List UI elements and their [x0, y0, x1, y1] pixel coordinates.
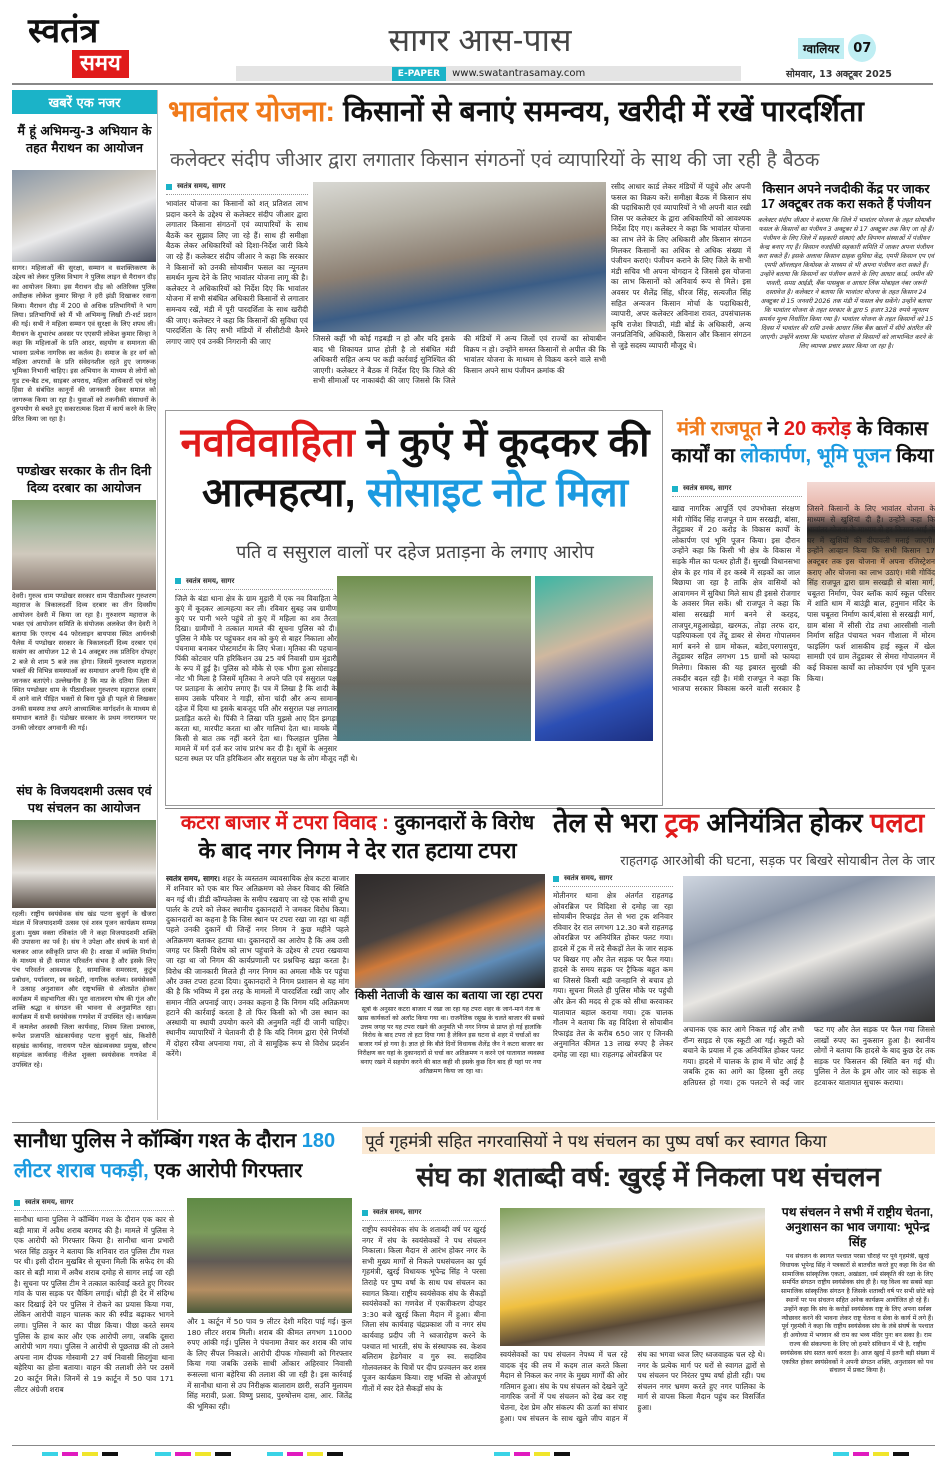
- bullet-icon: [362, 1210, 368, 1216]
- divider: [12, 1122, 935, 1123]
- path-sanchalan-photo: [500, 1208, 765, 1346]
- sangh-headline: संघ का शताब्दी वर्ष: खुरई में निकला पथ संचलन: [416, 1162, 881, 1192]
- pandokhar-photo: [12, 500, 156, 590]
- sanodha-body-2: और 1 कार्टून में 50 पाव 9 लीटर देशी मदिरा पाई गई। कुल 180 लीटर शराब मिली। शराब की कीमत लगभग 11000 रुपए आंकी गई। पुलिस ने पंचनामा तैयार कर शराब की जांच के लिए सैंपल निकाले। आरोपी दीपक गोस्वामी को गिरफ्तार किया गया जबकि उसके साथी ओंकार अहिरवार निवासी रूसल्ला थाना बहेरिया की तलाश की जा रही है। इस कार्रवाई में सानौधा थाना से उप निरीक्षक बालाराम छारी, सउनि मुलायम सिंह मरावी, प्रआ. विष्णु प्रसाद, पुरुषोत्तम दास, आर. जितेंद्र की भूमिका रही।: [187, 1317, 352, 1411]
- collector-meeting-photo: [313, 182, 606, 332]
- truck-body: मोतीनगर थाना क्षेत्र अंतर्गत राहतगढ़ ओवरब्रिज पर विदिशा से दमोह जा रहा सोयाबीन रिफाइंड तेल से भरा ट्रक शनिवार रविवार देर रात लगभग 12.30 बजे राहतगढ़ ओवरब्रिज पर अनियंत्रित होकर पलट गया। हादसे में ट्रक में लदे सैकड़ों तेल के जार सड़क पर बिखर गए और तेल सड़क पर फैल गया। हादसे के समय सड़क पर ट्रैफिक बहुत कम था जिससे किसी बड़ी जनहानि से बचाव हो गया। सूचना मिलते ही पुलिस मौके पर पहुंची और क्रेन की मदद से ट्रक को सीधा करवाकर यातायात बहाल कराया गया। ट्रक चालक गौतम ने बताया कि वह विदिशा से सोयाबीन रिफाइंड तेल के करीब 650 जार ए जिनकी अनुमानित कीमत 13 लाख रुपए है लेकर दमोह जा रहा था। राहतगढ़ ओवरब्रिज पर: [553, 891, 673, 1059]
- lead-dateline: स्वतंत्र समय, सागर: [166, 182, 308, 195]
- edition-city: ग्वालियर: [798, 38, 844, 59]
- sidebar-title: खबरें एक नजर: [12, 90, 157, 114]
- bullet-icon: [14, 1200, 20, 1206]
- lead-headline-main: किसानों से बनाएं समन्वय, खरीदी में रखें पारदर्शिता: [343, 96, 864, 128]
- bullet-icon: [553, 876, 559, 882]
- lead-subhead: कलेक्टर संदीप जीआर द्वारा लगातार किसान संगठनों एवं व्यापारियों के साथ की जा रही है बैठक: [170, 149, 820, 171]
- suicide-body: जिले के बंडा थाना क्षेत्र के ग्राम मुड़ारी में एक नव विवाहिता ने कुएं में कूदकर आत्महत्या कर ली। रविवार सुबह जब ग्रामीण कुएं पर पानी भरने पहुंचे तो कुएं में महिला का शव तैरता दिखा। ग्रामीणों ने तत्काल मामले की सूचना पुलिस को दी। पुलिस ने मौके पर पहुंचकर शव को कुएं से बाहर निकाला और पंचनामा बनाकर पोस्टमार्टम के लिए भेजा। मृतिका की पहचान पिंकी कोटवार पति हरिकिशन उम्र 25 वर्ष निवासी ग्राम मुंडारी के रूप में हुई है। पुलिस को मौके से एक भीगा हुआ सोसाइट नोट भी मिला है जिसमें मृतिका ने अपने पति एवं ससुराल पक्ष पर प्रताड़ना के आरोप लगाए हैं। पत्र में लिखा है कि शादी के समय उसके परिवार ने गाड़ी, सोना चांदी और अन्य सामान दहेज में दिया था इसके बावजूद पति और ससुराल पक्ष लगातार प्रताड़ित करते थे। पिंकी ने लिखा पति मुझसे आए दिन झगड़ा करता था, मारपीट करता था और गालियां देता था। मायके में किसी से बात तक नहीं करने देता था। फिलहाल पुलिस ने मामले में मर्ग दर्ज कर जांच प्रारंभ कर दी है। सूत्रों के अनुसार घटना स्थल पर पति हरिकिशन और ससुराल पक्ष के लोग मौजूद नहीं थे।: [175, 594, 358, 763]
- arrested-accused-photo: [187, 1198, 352, 1313]
- logo: [28, 14, 153, 80]
- sangh-body: राष्ट्रीय स्वयंसेवक संघ के शताब्दी वर्ष पर खुरई नगर में संघ के स्वयंसेवकों ने पथ संचलन निकाला। किला मैदान से आरंभ होकर नगर के सभी मुख्य मार्गों से निकले पथसंचलन का पूर्व गृहमंत्री, खुरई विधायक भूपेन्द्र सिंह ने परसा तिराहे पर पुष्प वर्षा के साथ पथ संचलन का स्वागत किया। राष्ट्रीय स्वयंसेवक संघ के सैकड़ों स्वयंसेवकों का गणवेश में एकत्रीकरण दोपहर 3:30 बजे खुरई किला मैदान में हुआ। बीना जिला संघ कार्यवाह चंद्रप्रकाश जी व नगर संघ कार्यवाह प्रदीप जी ने ध्वजारोहण करने के पश्चात मां भारती, संघ के संस्थापक स्व. केशव बलिराम हेडगेवार व गुरु स्व. सदाशिव गोलवलकर के चित्रों पर दीप प्रज्वलन कर शस्त्र पूजन कार्यक्रम किया। राष्ट्र भक्ति से ओजपूर्ण गीतों में स्वर देते सैकड़ों संघ के: [362, 1225, 486, 1393]
- lead-body-1: भावांतर योजना का किसानों को शत् प्रतिशत लाभ प्रदान करने के उद्देश्य से कलेक्टर संदीप जीआर द्वारा लगातार किसाना संगठनों एवं व्यापारियों के साथ बैठकें कर सुझाव लिए जा रहे हैं। साथ ही समीक्षा बैठक लेकर अधिकारियों को दिशा-निर्देश जारी किये जा रहे हैं। कलेक्टर संदीप जीआर ने कहा कि सरकार ने किसानों को उनकी सोयाबीन फसल का न्यूनतम समर्थन मूल्य देने के लिए भावांतर योजना लागू की है। कलेक्टर ने अधिकारियों को निर्देश दिए कि भावांतर योजना में सभी संबंधित अधिकारी किसानों से लगातार समन्वय रखें, मंडी में पूरी पारदर्शिता के साथ खरीदी की जाए। कलेक्टर ने कहा कि किसानों की सुविधा एवं पारदर्शिता के लिए सभी मंडियों में सीसीटीवी कैमरे लगाए जाएं एवं उनकी निगरानी की जाए: [166, 199, 308, 346]
- registration-headline: किसान अपने नजदीकी केंद्र पर जाकर 17 अक्टूबर तक करा सकते हैं पंजीयन: [761, 182, 931, 211]
- victim-photo: [535, 576, 653, 741]
- truck-subhead: राहतगढ़ आरओबी की घटना, सड़क पर बिखरे सोयाबीन तेल के जार: [620, 854, 935, 869]
- lead-headline-kicker: भावांतर योजना:: [168, 96, 336, 128]
- bottom-rule: [12, 1445, 935, 1446]
- sangh-side-box: [780, 1205, 935, 1440]
- website-link[interactable]: www.swatantrasamay.com: [452, 68, 586, 79]
- lead-body-mid: जिससे कहीं भी कोई गड़बड़ी न हो और यदि इसके बाद भी शिकायत प्राप्त होती है तो संबंधित मंडी अधिकारी सहित अन्य पर कड़ी कार्रवाई सुनिश्चित की जाएगी। कलेक्टर ने बैठक में निर्देश दिए कि जिले की सभी सीमाओं पर नाकाबंदी की जाए जिससे कि जिले की मंडियों में अन्य जिलों एवं राज्यों का सोयाबीन विक्रय न हो। उन्होंने समस्त किसानों से अपील की कि भावांतर योजना के माध्यम से विक्रय करने वाले सभी किसान अपने साथ पंजीयन क्रमांक की: [313, 334, 606, 386]
- rss-rahli-photo: [12, 820, 156, 908]
- marathon-photo: [12, 170, 156, 262]
- lead-body-4: रसीद आधार कार्ड लेकर मंडियों में पहुंचे और अपनी फसल का विक्रय करें। समीक्षा बैठक में किसान संघ की पदाधिकारी एवं व्यापारियों ने भी अपनी बात रखी जिस पर कलेक्टर के द्वारा अधिकारियों को आवश्यक निर्देश दिए गए। कलेक्टर ने कहा कि भावांतर योजना का लाभ लेने के लिए अधिकारी और किसान संगठन मिलकर किसानों का अधिक से अधिक संख्या में पंजीयन कराएं। पंजीयन कराने के लिए जिले के सभी मंडी सचिव भी अपना योगदान दे जिससे इस योजना का लाभ किसानों को अनिवार्य रूप से मिले। इस अवसर पर शैलेंद्र सिंह, धीरज सिंह, सत्यजीत सिंह सहित अन्यजन किसान मोर्चा के पदाधिकारी, व्यापारी, अपर कलेक्टर अविनाश रावत, उपसंचालक कृषि राजेश त्रिपाठी, मंडी बोर्ड के अधिकारी, अन्य जनप्रतिनिधि, अधिकारी, किसान और किसान संगठन से जुड़े सदस्य व्यापारी मौजूद थे।: [611, 182, 751, 350]
- sanodha-col1: स्वतंत्र समय, सागर सानौधा थाना पुलिस ने कॉम्बिंग गश्त के दौरान एक कार से बड़ी मात्रा में अवैध शराब बरामद की है। मामले में पुलिस ने एक आरोपी को गिरफ्तार किया है। सानौधा थाना प्रभारी भरत सिंह ठाकुर ने बताया कि शनिवार रात पुलिस टीम गश्त पर थी। इसी दौरान मुखबिर से सूचना मिली कि सफेद रंग की कार से बड़ी मात्रा में अवैध शराब दमोह से सागर लाई जा रही है। सूचना पर पुलिस टीम ने तत्काल कार्रवाई करते हुए गिरवर गांव के पास सड़क पर चैकिंग लगाई। थोड़ी ही देर में संदिग्ध कार दिखाई देने पर पुलिस ने रोकने का प्रयास किया गया, लेकिन आरोपी वाहन चालक कार की स्पीड बढ़ाकर भागने लगा। पुलिस ने कार का पीछा किया। पीछा करते समय पुलिस के हाथ कार और एक आरोपी लगा, जबकि दूसरा आरोपी भाग गया। पुलिस ने आरोपी से पूछताछ की तो उसने अपना नाम दीपक गोस्वामी 27 वर्ष निवासी सिदगुंवा थाना बहेरिया का होना बताया। वाहन की तलाशी लेने पर उसमें 20 कार्टून मिले। जिनमें से 19 कार्टून में 50 पाव 171 लीटर अंग्रेजी शराब: [14, 1198, 174, 1437]
- edition-badge: [798, 34, 876, 62]
- truck-headline: तेल से भरा ट्रक अनियंत्रित होकर पलटा: [553, 808, 925, 838]
- bullet-icon: [672, 486, 678, 492]
- page-number: 07: [848, 34, 876, 62]
- registration-marks: [833, 1452, 909, 1456]
- sangh-body-2: स्वयंसेवकों का पथ संचलन नेपथ्य में चल रहे वादक वृंद की लय में कदम ताल करते किला मैदान से निकल कर नगर के मुख्य मार्गों की ओर गतिमान हुआ। संघ के पथ संचलन को देखने जुटे नागरिक जनों में पथ संचलन को देख कर राष्ट्र चेतना, देश प्रेम और संकल्प की ऊर्जा का संचार हुआ। पथ संचलन के साथ खुले जीप वाहन में संघ का भगवा ध्वज लिए ध्वजवाहक चल रहे थे। नगर के प्रत्येक मार्ग पर घरों से स्वागत द्वारों से पथ संचलन पर निरंतर पुष्प वर्षा होती रही। पथ संचलन नगर भ्रमण करते हुए नगर पालिका के मार्ग से वापस किला मैदान पहुंच कर विसर्जित हुआ।: [500, 1350, 765, 1423]
- sidebar-headline-3: संघ के विजयदशमी उत्सव एवं पथ संचलन का आयोजन: [16, 783, 152, 815]
- katra-body: स्वतंत्र समय, सागर। शहर के व्यस्ततम व्यावसायिक क्षेत्र कटरा बाजार में शनिवार को एक बार फिर अतिक्रमण को लेकर विवाद की स्थिति बन गई थी। डीडी कॉम्पलेक्स के समीप रखवाए जा रहे एक सांची दुग्ध पार्लर के टपरे को लेकर स्थानीय दुकानदारों ने जमकर विरोध किया। दुकानदारों का कहना है कि जिस स्थान पर टपरा रखा जा रहा था वहीं पहले उनकी दुकानें थी जिन्हें नगर निगम ने कुछ महीने पहले अतिक्रमण बताकर हटाया था। दुकानदारों का आरोप है कि अब उसी जगह पर किसी विशेष को लाभ पहुंचाने के उद्देश्य से टपरा रखवाया जा रहा था जो निगम की कार्यप्रणाली पर प्रश्नचिन्ह खड़ा करता है। विरोध की जानकारी मिलते ही नगर निगम का अमला मौके पर पहुंचा और उक्त टपरा हटवा दिया। दुकानदारों ने निगम प्रशासन से यह मांग की है कि भविष्य में इस तरह के मामलों में पारदर्शिता रखी जाए और समान नीति अपनाई जाए। उनका कहना है कि निगम यदि अतिक्रमण हटाने की कार्रवाई करता है तो फिर किसी को भी उस स्थान का अस्थायी या स्थायी उपयोग करने की अनुमति नहीं दी जानी चाहिए। स्थानीय व्यापारियों ने चेतावनी दी है कि यदि निगम द्वारा ऐसे निर्णयों में दोहरा रवैया अपनाया गया, तो वे सामूहिक रूप से विरोध प्रदर्शन करेंगे।: [166, 874, 349, 1059]
- section-title: सागर आस-पास: [388, 22, 572, 58]
- sanodha-headline: सानौधा पुलिस ने कॉम्बिंग गश्त के दौरान 180 लीटर शराब पकड़ी, एक आरोपी गिरफ्तार: [14, 1130, 336, 1182]
- truck-col1: स्वतंत्र समय, सागर मोतीनगर थाना क्षेत्र अंतर्गत राहतगढ़ ओवरब्रिज पर विदिशा से दमोह जा रहा सोयाबीन रिफाइंड तेल से भरा ट्रक शनिवार रविवार देर रात लगभग 12.30 बजे राहतगढ़ ओवरब्रिज पर अनियंत्रित होकर पलट गया। हादसे में ट्रक में लदे सैकड़ों तेल के जार सड़क पर बिखर गए और तेल सड़क पर फैल गया। हादसे के समय सड़क पर ट्रैफिक बहुत कम था जिससे किसी बड़ी जनहानि से बचाव हो गया। सूचना मिलते ही पुलिस मौके पर पहुंची और क्रेन की मदद से ट्रक को सीधा करवाकर यातायात बहाल कराया गया। ट्रक चालक गौतम ने बताया कि वह विदिशा से सोयाबीन रिफाइंड तेल के करीब 650 जार ए जिनकी अनुमानित कीमत 13 लाख रुपए है लेकर दमोह जा रहा था। राहतगढ़ ओवरब्रिज पर: [553, 874, 673, 1109]
- suicide-content: [175, 576, 653, 764]
- suicide-headline: नवविवाहिता ने कुएं में कूदकर की आत्महत्या, सोसाइट नोट मिला: [180, 421, 650, 515]
- epaper-label: E-PAPER: [392, 67, 446, 81]
- sangh-col1: स्वतंत्र समय, सागर राष्ट्रीय स्वयंसेवक संघ के शताब्दी वर्ष पर खुरई नगर में संघ के स्वयंसेवकों ने पथ संचलन निकाला। किला मैदान से आरंभ होकर नगर के सभी मुख्य मार्गों से निकले पथसंचलन का पूर्व गृहमंत्री, खुरई विधायक भूपेन्द्र सिंह ने परसा तिराहे पर पुष्प वर्षा के साथ पथ संचलन का स्वागत किया। राष्ट्रीय स्वयंसेवक संघ के सैकड़ों स्वयंसेवकों का गणवेश में एकत्रीकरण दोपहर 3:30 बजे खुरई किला मैदान में हुआ। बीना जिला संघ कार्यवाह चंद्रप्रकाश जी व नगर संघ कार्यवाह प्रदीप जी ने ध्वजारोहण करने के पश्चात मां भारती, संघ के संस्थापक स्व. केशव बलिराम हेडगेवार व गुरु स्व. सदाशिव गोलवलकर के चित्रों पर दीप प्रज्वलन कर शस्त्र पूजन कार्यक्रम किया। राष्ट्र भक्ति से ओजपूर्ण गीतों में स्वर देते सैकड़ों संघ के: [362, 1208, 486, 1450]
- sidebar-body-3: रहली। राष्ट्रीय स्वयंसेवक संघ खंड पटना बुजुर्ग के खैजरा मंडल में विजयादशमी उत्सव एवं शस्त्र पूजन कार्यक्रम सम्पन्न हुआ। मुख्य वक्ता रविकांत जी ने कहा विजयादशमी शक्ति की उपासना का पर्व है। संघ ने उपेक्षा और संघर्ष के मार्ग से चलकर आज स्वीकृति प्राप्त की है। शाखा में व्यक्ति निर्माण के माध्यम से ही समाज परिवर्तन संभव है और इसके लिए पंच परिवर्तन आवश्यक है, सामाजिक समरसता, कुटुंब प्रबोधन, पर्यावरण, स्व स्वदेशी, नागरिक कर्तव्य। स्वयंसेवकों ने उत्साह अनुशासन और राष्ट्रभक्ति से ओतप्रोत होकर कार्यक्रम में सहभागिता की। पूरा वातावरण घोष की गूंज और शक्ति श्रद्धा व संगठन की भावना से अनुप्राणित रहा। कार्यक्रम में सभी स्वयंसेवक गणवेश में उपस्थित रहे। कार्यक्रम में कमलेश अवस्थी जिला कार्यवाह, शिवम जिला प्रचारक, रूपेश प्रजापति खंडकार्यवाह पटना बुजुर्ग खंड, किशोरी सहखंड कार्यवाह, नारायण पटेल खंडव्यवस्था प्रमुख, सौरभ सहमंडल कार्यवाह नीलेश शुक्ला स्वयंसेवक गणवेश में उपस्थित रहे।: [12, 910, 156, 1069]
- suicide-subhead: पति व ससुराल वालों पर दहेज प्रताड़ना के लगाए आरोप: [236, 542, 594, 563]
- masthead-divider: [12, 83, 933, 85]
- registration-body: कलेक्टर संदीप जीआर ने बताया कि जिले में भावांतर योजना के तहत सोयाबीन फसल के किसानों का पंजीयन 3 अक्टूबर से 17 अक्टूबर तक किए जा रहे हैं। पंजीयन के लिए जिले में सहकारी संस्थाएं और विपणन संस्थाओं में पंजीयन केन्द्र बनाए गए हैं। किसान नजदीकी सहकारी समिति में जाकर अपना पंजीयन करा सकते हैं। इसके अलावा किसान ग्राहक सुविधा केंद्र, एमपी किसान एप एवं एमपी ऑनलाइन कियोस्क के माध्यम से भी अपना पंजीयन करा सकते हैं। उन्होंने बताया कि किसानों का पंजीयन कराने के लिए आधार कार्ड, जमीन की पावती, समग्र आईडी, बैंक पासबुक व आधार लिंक मोबाइल नंबर जरूरी दस्तावेज है। कलेक्टर ने बताया कि भावांतर योजना के तहत किसान 24 अक्टूबर से 15 जनवरी 2026 तक मंडी में फसल बेच सकेंगे। उन्होंने बताया कि भावांतर योजना के तहत सरकार के द्वारा 5 हजार 328 रुपये न्यूनतम समर्थन मूल्य निर्धारित किया गया है। भावांतर योजना के तहत किसानों को 15 दिवस में भावांतर की राशि उनके आधार लिंक बैंक खातों में सीधे अंतरित की जाएगी। उन्होंने बताया कि भावांतर योजना से किसानों को लाभान्वित करने के लिए व्यापक प्रचार प्रसार किया जा रहा है।: [757, 217, 935, 350]
- registration-marks: [494, 1452, 570, 1456]
- sidebar: [12, 90, 158, 1120]
- well-photo: [337, 576, 531, 741]
- registration-box: [757, 182, 935, 397]
- katra-headline: कटरा बाजार में टपरा विवाद : दुकानदारों के विरोध के बाद नगर निगम ने देर रात हटाया टपरा: [180, 812, 535, 863]
- minister-dateline-wrap: स्वतंत्र समय, सागर: [672, 484, 802, 501]
- logo-bottom: समय: [72, 50, 129, 78]
- logo-top: स्वतंत्र: [28, 13, 99, 50]
- lead-headline: [168, 96, 938, 129]
- issue-date: सोमवार, 13 अक्टूबर 2025: [786, 69, 892, 80]
- sidebar-body-2: देवरी। गुरुत्व धाम पण्डोखर सरकार धाम पीठाधीश्वर गुरुशरण महाराज के त्रिकालदर्शी दिव्य दरबार का तीन दिवसीय आयोजन देवरी में किया जा रहा है। गुरुशरण महाराज के भक्त एवं आयोजन समिति के संयोजक अलकेश जैन देवरी ने बताया कि एनएच 44 फोरलाइन बायपास स्थित आर्यनश्री पैलेस में पण्डोखर सरकार के त्रिकालदर्शी दिव्य दरबार एवं सत्संग का आयोजन 12 से 14 अक्टूबर तक प्रतिदिन दोपहर 2 बजे से शाम 5 बजे तक होगा। जिसमें गुरुशरण महाराज भक्तों की विभिन्न समस्याओं का समाधान अपनी दिव्य दृष्टि से जानकर बताएंगे। उल्लेखनीय है कि मप्र के दतिया जिला में स्थित पण्डोखर धाम के पीठाधीश्वर गुरुशरण महाराज दरबार में आने वाले पीड़ित भक्तों से बिना पूछे ही पहले से लिखकर उनकी समस्या तथा अपने आध्यात्मिक मार्गदर्शन के माध्यम से समाधान बताते हैं। पंडोखर सरकार के प्रथम नगरागमन पर उनकी जोरदार अगवानी की गई।: [12, 592, 156, 732]
- lead-col1: [166, 182, 308, 399]
- sangh-side-headline: पथ संचलन ने सभी में राष्ट्रीय चेतना, अनुशासन का भाव जगाया: भूपेन्द्र सिंह: [781, 1205, 934, 1249]
- tapra-removal-photo: [355, 874, 545, 988]
- truck-body-2: अचानक एक कार आगे निकल गई और तभी रॉन्ग साइड से एक स्कूटी आ गई। स्कूटी को बचाने के प्रयास में ट्रक अनियंत्रित होकर पलट गया। हादसे में चालक के हाथ में चोट आई है जबकि ट्रक का आगे का हिस्सा बुरी तरह क्षतिग्रस्त हो गया। ट्रक पलटने से कई जार फट गए और तेल सड़क पर फैल गया जिससे लाखों रुपए का नुकसान हुआ है। स्थानीय लोगों ने बताया कि हादसे के बाद कुछ देर तक सड़क पर फिसलन की स्थिति बन गई थी। पुलिस ने तेल के ड्रम और जार को सड़क से हटवाकर यातायात सुचारू कराया।: [683, 1025, 935, 1087]
- overturned-truck-photo: [683, 876, 935, 1022]
- registration-marks: [267, 1452, 343, 1456]
- minister-body: खाद्य नागरिक आपूर्ति एवं उपभोक्ता संरक्षण मंत्री गोविंद सिंह राजपूत ने ग्राम सरखड़ी, बांसा, तेंदुडाबर में 20 करोड़ के विकास कार्यों के लोकार्पण एवं भूमि पूजन किया। इस दौरान उन्होंने कहा कि किसी भी क्षेत्र के विकास में सड़के मील का पत्थर होती हैं। सुरखी विधानसभा क्षेत्र के हर गांव में हर कस्बे में सड़कों का जाल बिछाया जा रहा है ताकि क्षेत्र वासियों को आवागमन में सुविधा मिले साथ ही इससे रोजगार के अवसर मिल सकें। श्री राजपूत ने कहा कि बांसा सरखड़ी मार्ग बनने से करहद, ताजपुर,महुआखेड़ा, खरमऊ, तोड़ा तरफ दार, पड़रियाकला एवं तेंदू डाबर से सेमरा गोपालमन मार्ग बनने से ग्राम मोकल, बडेरा,परगासपुरा, तेंदुडाबर सहित लगभग 15 ग्रामों को फायदा मिलेगा। विकास की यह इबारत सुरखी की तकदीर बदल रही है। मंत्री राजपूत ने कहा कि भाजपा सरकार विकास करने वाली सरकार है जिसने किसानों के लिए भावांतर योजना के माध्यम से खुशियां दी हैं। उन्होंने कहा कि भावांतर योजना के माध्यम से हर किसान भाई के घर में खुशियों की दीपावली मनाई जाएगी। उन्होंने आव्हान किया कि सभी किसान 17 अक्टूबर तक इस योजना में अपना रजिस्ट्रेशन कराए और योजना का लाभ उठाएं। मंत्री गोविंद सिंह राजपूत द्वारा ग्राम सरखड़ी से बांसा मार्ग, चबूतरा निर्माण, पेवर ब्लॉक कार्य स्कूल परिसर में शांति धाम में बाउंड्री बाल, हनुमान मंदिर के पास चबूतरा निर्माण कार्य,बांसा से सरखड़ी मार्ग, ग्राम बांसा में सीसी रोड तथा आरसीसी नाली निर्माण सहित पंचायत भवन गौशाला में मोरम फाइलिंग फर्श शासकीय हाई स्कूल में खेल सामग्री एवं ग्राम तेंदुडाबर से सेमरा गोपालमन में कई विकास कार्यों का लोकार्पण एवं भूमि पूजन किया।: [672, 504, 935, 694]
- tapra-caption-headline: किसी नेताजी के खास का बताया जा रहा टपरा: [355, 990, 543, 1002]
- suicide-dateline: स्वतंत्र समय, सागर: [175, 576, 333, 590]
- registration-marks: [42, 1452, 118, 1456]
- minister-headline: मंत्री राजपूत ने 20 करोड़ के विकास कार्यों का लोकार्पण, भूमि पूजन किया: [671, 418, 934, 467]
- bullet-icon: [175, 578, 181, 584]
- registration-marks: [155, 1452, 231, 1456]
- sidebar-body-1: सागर। महिलाओं की सुरक्षा, सम्मान व सशक्तिकरण के उद्देश्य को लेकर पुलिस विभाग ने पुलिस लाइन से मैराथन दौड़ का आयोजन किया। इस मैराथन दौड़ को अतिरिक्त पुलिस अधीक्षक लोकेश कुमार सिन्हा ने हरी झंडी दिखाकर रवाना किया। मैराथन दौड़ में 200 से अधिक प्रतिभागियों ने भाग लिया। प्रतिभागियों को मैं भी अभिमन्यु लिखी टी-शर्ट प्रदान की गई। सभी ने महिला सम्मान एवं सुरक्षा के लिए शपथ ली। मैराथन के शुभारंभ अवसर पर एएसपी लोकेश कुमार सिन्हा ने कहा कि महिलाओं के प्रति आदर, सहयोग व समानता की भावना प्रत्येक नागरिक का कर्तव्य है। समाज के हर वर्ग को महिला अपराधों के प्रति संवेदनशील रहते हुए जागरूक भूमिका निभानी चाहिए। इस अभियान के माध्यम से लोगों को गुड टच-बैड टच, साइबर अपराध, महिला अधिकारों एवं घरेलू हिंसा से संबंधित कानूनों की जानकारी देकर समाज को जागरूक किया जा रहा है। युवाओं को तकनीकी संसाधनों के दुरुपयोग से बचते हुए सकारात्मक दिशा में कार्य करने के लिए प्रेरित किया जा रहा है।: [12, 264, 156, 423]
- sidebar-headline-2: पण्डोखर सरकार के तीन दिनी दिव्य दरबार का आयोजन: [16, 463, 152, 495]
- sangh-kicker: पूर्व गृहमंत्री सहित नगरवासियों ने पथ संचलन का पुष्प वर्षा कर स्वागत किया: [362, 1127, 935, 1154]
- epaper-bar: [236, 66, 741, 81]
- sangh-side-body: पथ संचलन के स्वागत पश्चात परसा चौराहे पर पूर्व गृहमंत्री, खुरई विधायक भूपेन्द्र सिंह ने पत्रकारों से बातचीत करते हुए कहा कि देश की सामाजिक सांस्कृतिक एकता, अखंडता, धर्म संस्कृति की रक्षा के लिए समर्पित संगठन राष्ट्रीय स्वयंसेवक संघ ही है। यह विश्व का सबसे बड़ा सामाजिक सांस्कृतिक संगठन है जिसके शताब्दी वर्ष पर सभी छोटे बड़े स्थानों पर पथ संचलन सहित अनेक कार्यक्रम आयोजित हो रहे हैं। उन्होंने कहा कि संघ के करोड़ों स्वयंसेवक राष्ट्र के लिए अपना सर्वस्व न्यौछावर करने की भावना लेकर राष्ट्र चेतना व सेवा के कार्य में लगे हैं। पूर्व गृहमंत्री ने कहा कि राष्ट्रीय स्वयंसेवक संघ के लंबे संघर्ष के पश्चात ही अयोध्या में भगवान श्री राम का भव्य मंदिर पुनः बन सका है। राम राज्य की संकल्पना के लिए जो हमारे संविधान में भी है, राष्ट्रीय स्वयंसेवक संघ सतत कार्य करता है। आज खुरई में इतनी बड़ी संख्या में एकत्रित होकर स्वयंसेवकों ने अपनी संगठन शक्ति, अनुशासन को पथ संचलन में प्रकट किया है।: [780, 1253, 935, 1375]
- sanodha-body: सानौधा थाना पुलिस ने कॉम्बिंग गश्त के दौरान एक कार से बड़ी मात्रा में अवैध शराब बरामद की है। मामले में पुलिस ने एक आरोपी को गिरफ्तार किया है। सानौधा थाना प्रभारी भरत सिंह ठाकुर ने बताया कि शनिवार रात पुलिस टीम गश्त पर थी। इसी दौरान मुखबिर से सूचना मिली कि सफेद रंग की कार से बड़ी मात्रा में अवैध शराब दमोह से सागर लाई जा रही है। सूचना पर पुलिस टीम ने तत्काल कार्रवाई करते हुए गिरवर गांव के पास सड़क पर चैकिंग लगाई। थोड़ी ही देर में संदिग्ध कार दिखाई देने पर पुलिस ने रोकने का प्रयास किया गया, लेकिन आरोपी वाहन चालक कार की स्पीड बढ़ाकर भागने लगा। पुलिस ने कार का पीछा किया। पीछा करते समय पुलिस के हाथ कार और एक आरोपी लगा, जबकि दूसरा आरोपी भाग गया। पुलिस ने आरोपी से पूछताछ की तो उसने अपना नाम दीपक गोस्वामी 27 वर्ष निवासी सिदगुंवा थाना बहेरिया का होना बताया। वाहन की तलाशी लेने पर उसमें 20 कार्टून मिले। जिनमें से 19 कार्टून में 50 पाव 171 लीटर अंग्रेजी शराब: [14, 1215, 174, 1394]
- bullet-icon: [166, 184, 172, 190]
- sidebar-headline-1: मैं हूं अभिमन्यु-3 अभियान के तहत मैराथन का आयोजन: [17, 123, 152, 155]
- tapra-caption-body: सूत्रों के अनुसार कटरा बाजार में रखा जा रहा यह टपरा शहर के जाने-माने नेता के खास कार्यकर्ता को अलॉट किया गया था। राजनैतिक रसूख के चलते बाजार की सबसे उत्तम जगह पर यह टपरा रखने की अनुमति भी नगर निगम से प्राप्त हो गई हालांकि विरोध के बाद टपरा तो हटा दिया गया है लेकिन इस घटना से शहर में चर्चाओं का बाजार गर्म हो गया है। ज्ञात हो कि बीते दिनों विधायक शैलेंद्र जैन ने कटरा बाजार का निरीक्षण कर यहां के दुकानदारों से चर्चा कर अतिक्रमण न करने एवं यातायात व्यवस्था बनाए रखने में सहयोग करने की बात कही थी इसके कुछ दिन बाद ही यहां पर नया अतिक्रमण किया जा रहा था।: [357, 1006, 545, 1075]
